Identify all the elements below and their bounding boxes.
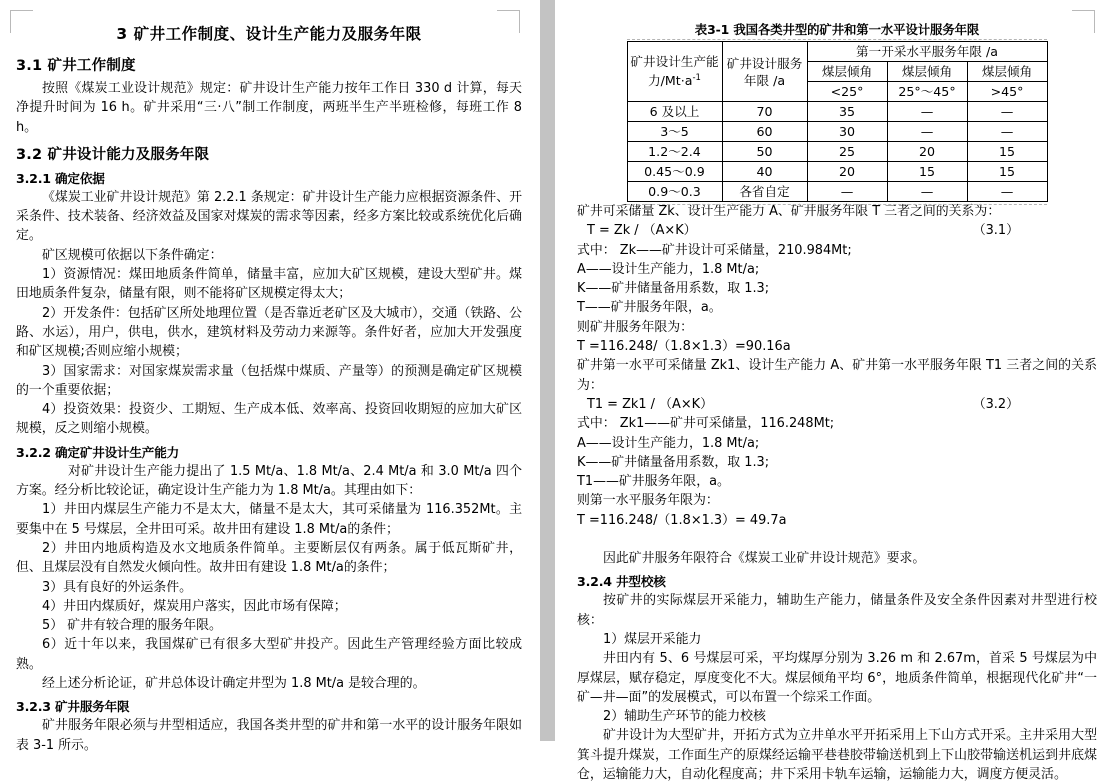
paragraph-p3212: 矿区规模可依据以下条件确定：	[42, 247, 223, 263]
paragraph-r19: 2）辅助生产环节的能力校核	[603, 709, 766, 725]
paragraph-r2: 式中： Zk——矿井设计可采储量，210.984Mt;	[577, 242, 852, 258]
table-body	[627, 102, 1047, 202]
table-cell-r1-c2: 30	[807, 122, 887, 142]
paragraph-p3226: 5） 矿井有较合理的服务年限。	[42, 618, 222, 634]
paragraph-p3231: 矿井服务年限必须与井型相适应，我国各类井型的矿井和第一水平的设计服务年限如表 3-1 所示。	[16, 718, 522, 753]
paragraph-p3211: 《煤炭工业矿井设计规范》第 2.2.1 条规定：矿井设计生产能力应根据资源条件、开采条件、技术装备、经济效益及国家对煤炭的需求等因素，经多方案比较或系统优化后确定。	[16, 189, 522, 244]
subsection-heading-s321: 3.2.1 确定依据	[16, 170, 105, 186]
page-right	[555, 0, 1115, 783]
table-cell-r0-c1: 70	[722, 102, 807, 122]
table-cell-r3-c0: 0.45～0.9	[627, 162, 722, 182]
paragraph-p3223: 2）井田内地质构造及水文地质条件简单。主要断层仅有两条。属于低瓦斯矿井，但、且煤层没有自然发火倾向性。故井田有建设 1.8 Mt/a的条件；	[16, 540, 522, 576]
paragraph-p311: 按照《煤炭工业设计规范》规定：矿井设计生产能力按年工作日 330 d 计算，每天净提升时间为 16 h。矿井采用“三·八”制工作制度，两班半生产半班检修，每班工作 8 h。	[16, 81, 522, 135]
table-cell-r0-c3: —	[887, 102, 967, 122]
table-cell-r4-c4: —	[967, 182, 1047, 202]
table-cell-r4-c2: —	[807, 182, 887, 202]
table-row	[627, 182, 1047, 202]
page-title: 3 矿井工作制度、设计生产能力及服务年限	[116, 25, 422, 43]
equation-number: （3.1）	[972, 223, 1019, 239]
table-cell-r1-c1: 60	[722, 122, 807, 142]
th-capacity	[627, 42, 722, 102]
th-dip-label-1: 煤层倾角	[807, 62, 887, 82]
service-life-table	[627, 41, 1048, 202]
th-capacity-label: 矿井设计生产能力/Mt·a	[630, 54, 719, 89]
table-row	[627, 142, 1047, 162]
subsection-heading-s322: 3.2.2 确定矿井设计生产能力	[16, 444, 179, 460]
page-gutter	[540, 0, 555, 741]
paragraph-r3: A——设计生产能力，1.8 Mt/a;	[577, 261, 760, 277]
table-cell-r1-c4: —	[967, 122, 1047, 142]
th-dip-label-2: 煤层倾角	[887, 62, 967, 82]
table-cell-r1-c3: —	[887, 122, 967, 142]
paragraph-r15: 因此矿井服务年限符合《煤炭工业矿井设计规范》要求。	[603, 551, 926, 567]
paragraph-r10: A——设计生产能力，1.8 Mt/a;	[577, 435, 760, 451]
th-dip-label-3: 煤层倾角	[967, 62, 1047, 82]
paragraph-r14: T =116.248/（1.8×1.3）= 49.7a	[577, 512, 787, 528]
paragraph-r16: 按矿井的实际煤层开采能力，辅助生产能力，储量条件及安全条件因素对井型进行校核：	[577, 593, 1097, 628]
table-cell-r0-c4: —	[967, 102, 1047, 122]
table-cell-r4-c1: 各省自定	[722, 182, 807, 202]
equation-expression: T = Zk / （A×K）	[587, 223, 697, 239]
table-cell-r2-c2: 25	[807, 142, 887, 162]
left-page-flow	[16, 54, 522, 755]
table-cell-r3-c3: 15	[887, 162, 967, 182]
paragraph-r8: 矿井第一水平可采储量 Zk1、设计生产能力 A、矿井第一水平服务年限 T1 三者之间的关系为：	[577, 358, 1097, 393]
right-page-text-column	[555, 20, 1115, 784]
paragraph-r6: 则矿井服务年限为：	[577, 319, 694, 335]
table-header-row-1	[627, 42, 1047, 62]
th-dip-range-2: 25°～45°	[887, 82, 967, 102]
table-cell-r4-c3: —	[887, 182, 967, 202]
table-cell-r1-c0: 3～5	[627, 122, 722, 142]
paragraph-r9: 式中： Zk1——矿井可采储量，116.248Mt;	[577, 416, 835, 432]
paragraph-r12: T1——矿井服务年限，a。	[577, 474, 730, 490]
blank-line	[577, 530, 1097, 549]
table-cell-r0-c0: 6 及以上	[627, 102, 722, 122]
paragraph-r17: 1）煤层开采能力	[603, 631, 702, 647]
paragraph-r13: 则第一水平服务年限为：	[577, 493, 719, 509]
table-row	[627, 122, 1047, 142]
paragraph-p3227: 6）近十年以来，我国煤矿已有很多大型矿井投产。因此生产管理经验方面比较成熟。	[16, 637, 522, 672]
table-caption: 表3-1 我国各类井型的矿井和第一水平设计服务年限	[694, 22, 980, 37]
paragraph-r18: 井田内有 5、6 号煤层可采，平均煤厚分别为 3.26 m 和 2.67m，首采 5 号煤层为中厚煤层，赋存稳定，厚度变化不大。煤层倾角平均 6°，地质条件简单，根据现代化矿井“一矿—井—面”的发展模式，可以布置一个综采工作面。	[577, 651, 1097, 705]
table-cell-r2-c3: 20	[887, 142, 967, 162]
paragraph-p3214: 2）开发条件：包括矿区所处地理位置（是否靠近老矿区及大城市），交通（铁路、公路、水运），用户，供电，供水，建筑材料及劳动力来源等。条件好者，应加大开发强度和矿区规模;否则应缩小规模；	[16, 305, 522, 360]
equation-eq2	[577, 395, 1097, 414]
paragraph-p3228: 经上述分析论证，矿井总体设计确定井型为 1.8 Mt/a 是较合理的。	[42, 676, 426, 692]
left-page-text-column	[0, 22, 540, 755]
table-cell-r3-c1: 40	[722, 162, 807, 182]
paragraph-r7: T =116.248/（1.8×1.3）=90.16a	[577, 339, 791, 355]
subsection-heading-s324: 3.2.4 井型校核	[577, 574, 666, 590]
table-cell-r2-c1: 50	[722, 142, 807, 162]
th-dip-range-1: <25°	[807, 82, 887, 102]
section-heading-s31: 3.1 矿井工作制度	[16, 58, 136, 74]
paragraph-p3222: 1）井田内煤层生产能力不是太大，储量不是太大，其可采储量为 116.352Mt。主要集中在 5 号煤层，全井田可采。故井田有建设 1.8 Mt/a的条件；	[16, 502, 522, 537]
th-first-level-group: 第一开采水平服务年限 /a	[807, 42, 1047, 62]
paragraph-r5: T——矿井服务年限，a。	[577, 300, 722, 316]
paragraph-p3215: 3）国家需求：对国家煤炭需求量（包括煤中煤质、产量等）的预测是确定矿区规模的一个重要依据；	[16, 363, 522, 398]
th-dip-range-3: >45°	[967, 82, 1047, 102]
table-cell-r2-c0: 1.2～2.4	[627, 142, 722, 162]
paragraph-p3216: 4）投资效果：投资少、工期短、生产成本低、效率高、投资回收期短的应加大矿区规模，反之则缩小规模。	[16, 402, 522, 437]
right-page-flow	[577, 202, 1097, 784]
table-row	[627, 162, 1047, 182]
paragraph-p3213: 1）资源情况：煤田地质条件简单，储量丰富，应加大矿区规模，建设大型矿井。煤田地质条件复杂，储量有限，则不能将矿区规模定得太大；	[16, 267, 522, 302]
th-capacity-sup: -1	[692, 73, 701, 84]
equation-number: （3.2）	[972, 396, 1019, 412]
paragraph-r4: K——矿井储量备用系数，取 1.3;	[577, 281, 770, 297]
table-row	[627, 102, 1047, 122]
section-heading-s32: 3.2 矿井设计能力及服务年限	[16, 146, 210, 163]
equation-eq1	[577, 221, 1097, 240]
paragraph-p3221: 对矿井设计生产能力提出了 1.5 Mt/a、1.8 Mt/a、2.4 Mt/a 和 3.0 Mt/a 四个方案。经分析比较论证，确定设计生产能力为 1.8 Mt/a。其理由如下：	[16, 463, 522, 499]
table-cell-r2-c4: 15	[967, 142, 1047, 162]
table-cell-r4-c0: 0.9～0.3	[627, 182, 722, 202]
th-mine-life: 矿井设计服务年限 /a	[722, 42, 807, 102]
paragraph-r11: K——矿井储量备用系数，取 1.3;	[577, 454, 770, 470]
table-wrapper	[577, 41, 1097, 202]
paragraph-r1: 矿井可采储量 Zk、设计生产能力 A、矿井服务年限 T 三者之间的关系为：	[577, 204, 1001, 219]
equation-expression: T1 = Zk1 / （A×K）	[587, 396, 713, 412]
paragraph-p3224: 3）具有良好的外运条件。	[42, 579, 192, 595]
paragraph-p3225: 4）井田内煤质好，煤炭用户落实，因此市场有保障；	[42, 598, 347, 614]
paragraph-r20: 矿井设计为大型矿井，开拓方式为立井单水平开拓采用上下山方式开采。主井采用大型箕斗提升煤炭，工作面生产的原煤经运输平巷巷胶带输送机到上下山胶带输送机运到井底煤仓，运输能力大，自动化程度高；井下采用卡轨车运输，运输能力大，调度方便灵活。	[577, 728, 1097, 783]
table-cell-r3-c2: 20	[807, 162, 887, 182]
table-cell-r3-c4: 15	[967, 162, 1047, 182]
page-left	[0, 0, 540, 753]
table-cell-r0-c2: 35	[807, 102, 887, 122]
subsection-heading-s323: 3.2.3 矿井服务年限	[16, 699, 130, 715]
